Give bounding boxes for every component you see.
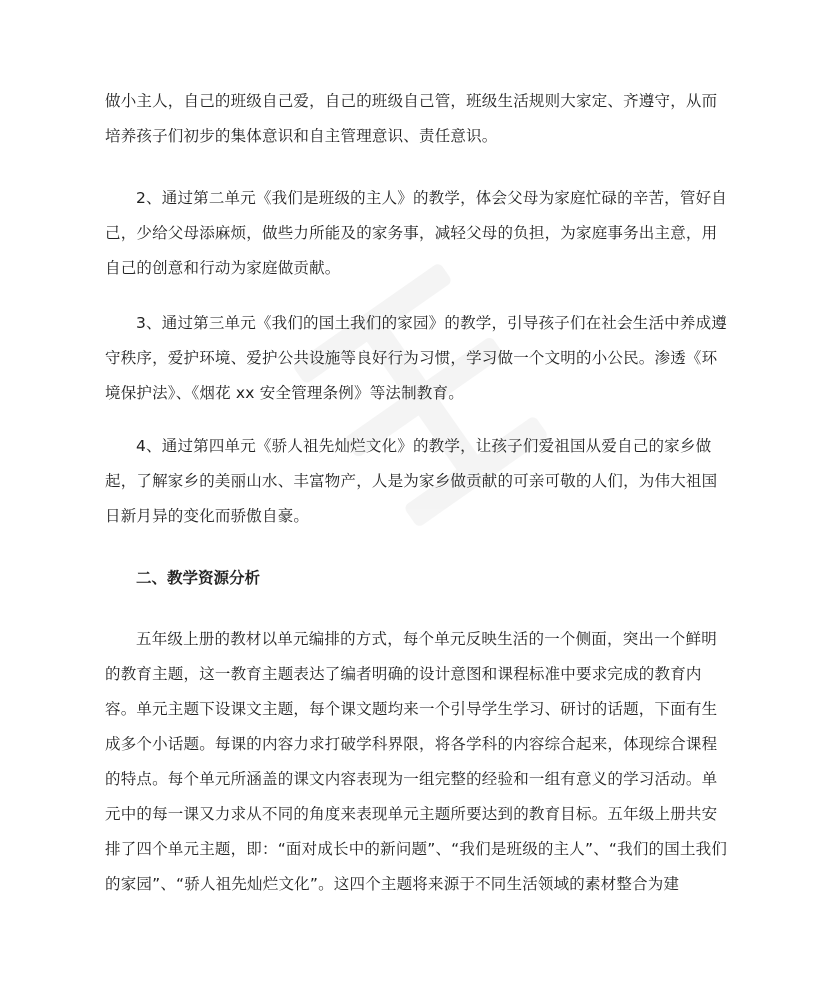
paragraph-unit-4: 4、通过第四单元《骄人祖先灿烂文化》的教学，让孩子们爱祖国从爱自己的家乡做起，了解家乡的美丽山水、丰富物产，人是为家乡做贡献的可亲可敬的人们，为伟大祖国日新月异的变化而骄傲自豪。	[105, 437, 718, 525]
paragraph-unit-3: 3、通过第三单元《我们的国土我们的家园》的教学，引导孩子们在社会生活中养成遵守秩序，爱护环境、爱护公共设施等良好行为习惯，学习做一个文明的小公民。渗透《环境保护法》、《烟花 xx 安全管理条例》等法制教育。	[105, 314, 727, 402]
paragraph-resource-analysis: 五年级上册的教材以单元编排的方式，每个单元反映生活的一个侧面，突出一个鲜明的教育主题，这一教育主题表达了编者明确的设计意图和课程标准中要求完成的教育内容。单元主题下设课文主题，每个课文题均来一个引导学生学习、研讨的话题，下面有生成多个小话题。每课的内容力求打破学科界限，将各学科的内容综合起来，体现综合课程的特点。每个单元所涵盖的课文内容表现为一组完整的经验和一组有意义的学习活动。单元中的每一课又力求从不同的角度来表现单元主题所要达到的教育目标。五年级上册共安排了四个单元主题，即：“面对成长中的新问题”、“我们是班级的主人”、“我们的国土我们的家园”、“骄人祖先灿烂文化”。这四个主题将来源于不同生活领域的素材整合为建	[105, 630, 728, 893]
section-heading: 二、教学资源分析	[136, 569, 261, 587]
paragraph-intro-continuation: 做小主人，自己的班级自己爱，自己的班级自己管，班级生活规则大家定、齐遵守，从而培养孩子们初步的集体意识和自主管理意识、责任意识。	[105, 92, 718, 145]
watermark-logo-icon	[264, 234, 616, 606]
paragraph-unit-2: 2、通过第二单元《我们是班级的主人》的教学，体会父母为家庭忙碌的辛苦，管好自己，少给父母添麻烦，做些力所能及的家务事，减轻父母的负担，为家庭事务出主意，用自己的创意和行动为家庭做贡献。	[105, 189, 727, 277]
